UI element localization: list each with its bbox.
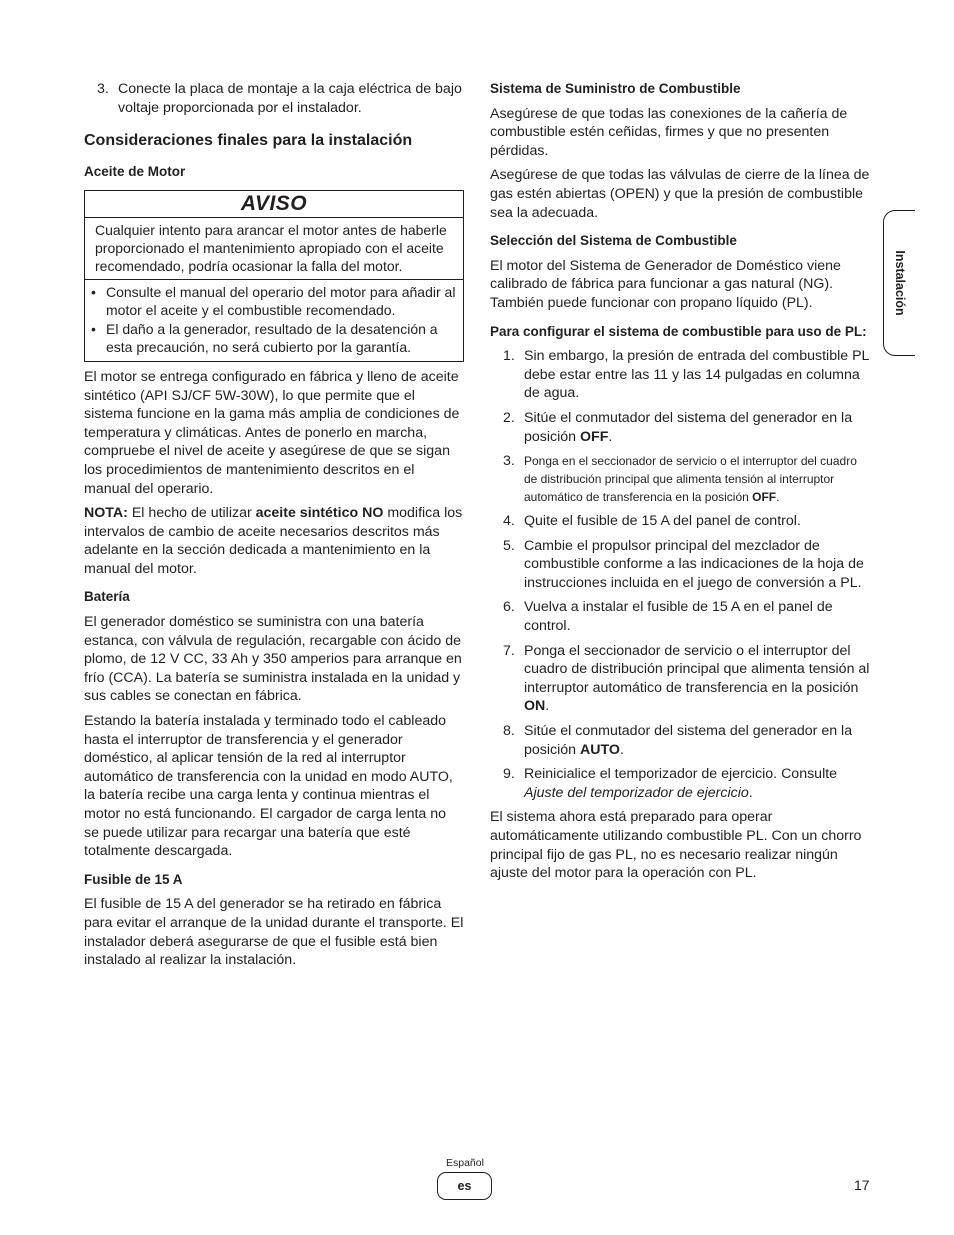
side-tab-label: Instalación bbox=[892, 250, 907, 316]
step-number: 9. bbox=[503, 766, 515, 783]
notice-box bbox=[84, 190, 464, 362]
step-text: Reinicialice el temporizador de ejercicio. Consulte bbox=[524, 766, 838, 783]
fuel-supply-paragraph: Asegúrese de que todas las conexiones de la cañería de combustible estén ceñidas, firmes y que no presenten pérdidas. bbox=[490, 105, 848, 159]
section-title: Consideraciones finales para la instalación bbox=[84, 132, 413, 150]
battery-paragraph: Estando la batería instalada y terminado todo el cableado hasta el interruptor de transferencia y el generador doméstico, al aplicar tensión de la red al interruptor automático de transferencia con la unidad en modo AUTO, la batería recibe una carga lenta y continua mientras el motor no está funcionando. El cargador de carga lenta no se puede utilizar para recargar una batería que esté totalmente descargada. bbox=[84, 713, 453, 860]
list-item bbox=[84, 80, 464, 117]
step-number: 1. bbox=[503, 348, 515, 365]
list-item bbox=[490, 409, 870, 446]
step-text: Conecte la placa de montaje a la caja eléctrica de bajo voltaje proporcionada por el instalador. bbox=[118, 81, 462, 116]
list-item bbox=[490, 598, 870, 635]
oil-paragraph: El motor se entrega configurado en fábrica y lleno de aceite sintético (API SJ/CF 5W-30W), lo que permite que el sistema funcione en la gama más amplia de condiciones de temperatura y climáticas. Antes de ponerlo en marcha, compruebe el nivel de aceite y asegúrese de que se sigan los procedimientos de mantenimiento descritos en el manual del operario. bbox=[84, 368, 460, 497]
list-item bbox=[490, 722, 870, 759]
step-text: . bbox=[619, 741, 624, 758]
notice-bullet-text: El daño a la generador, resultado de la desatención a esta precaución, no será cubierto por la garantía. bbox=[106, 321, 438, 356]
notice-bullet-list bbox=[85, 280, 463, 361]
bullet-icon: • bbox=[91, 321, 96, 338]
fuel-selection-heading: Selección del Sistema de Combustible bbox=[490, 233, 737, 249]
fuel-supply-paragraph: Asegúrese de que todas las válvulas de cierre de la línea de gas estén abiertas (OPEN) y que la presión de combustible sea la adecuada. bbox=[490, 167, 870, 221]
language-label: Español bbox=[446, 1157, 484, 1169]
step-text: Vuelva a instalar el fusible de 15 A en el panel de control. bbox=[524, 599, 833, 635]
step-text: . bbox=[748, 784, 753, 801]
fuse-paragraph: El fusible de 15 A del generador se ha retirado en fábrica para evitar el arranque de la unidad durante el transporte. El instalador deberá asegurarse de que el fusible está bien instalado al realizar la instalación. bbox=[84, 896, 464, 969]
pl-steps-list bbox=[490, 347, 870, 802]
language-badge: es bbox=[437, 1172, 492, 1200]
oil-heading: Aceite de Motor bbox=[84, 164, 186, 180]
list-item bbox=[490, 537, 870, 593]
closing-paragraph: El sistema ahora está preparado para operar automáticamente utilizando combustible PL. Con un chorro principal fijo de gas PL, no es necesario realizar ningún ajuste del motor para la operación con PL. bbox=[490, 809, 862, 882]
list-item bbox=[91, 284, 457, 320]
battery-heading: Batería bbox=[84, 589, 130, 605]
step-text: Sitúe el conmutador del sistema del generador en la posición bbox=[524, 723, 853, 758]
step-reference: Ajuste del temporizador de ejercicio bbox=[524, 784, 749, 801]
step-number: 6. bbox=[503, 599, 515, 616]
left-column bbox=[84, 80, 464, 976]
step-number: 7. bbox=[503, 642, 515, 659]
list-item bbox=[490, 512, 870, 531]
list-item bbox=[91, 321, 457, 357]
step-text: Ponga en el seccionador de servicio o el interruptor del cuadro de distribución principal que alimenta tensión al interruptor automático de transferencia en la posición bbox=[524, 454, 857, 505]
step-text: . bbox=[608, 428, 613, 445]
note-text: El hecho de utilizar bbox=[127, 505, 256, 522]
list-item bbox=[490, 347, 870, 403]
list-item bbox=[490, 765, 870, 802]
battery-paragraph: El generador doméstico se suministra con una batería estanca, con válvula de regulación, recargable con ácido de plomo, de 12 V CC, 33 Ah y 350 amperios para arranque en frío (CCA). La batería se suministra instalada en la unidad y sus cables se conectan en fábrica. bbox=[84, 614, 462, 705]
notice-bullet-text: Consulte el manual del operario del motor para añadir al motor el aceite y el combustible recomendado. bbox=[106, 283, 456, 318]
note-emphasis: aceite sintético NO bbox=[255, 505, 384, 522]
step-text: . bbox=[545, 698, 550, 715]
list-item bbox=[490, 642, 870, 716]
fuse-heading: Fusible de 15 A bbox=[84, 871, 183, 887]
step-emphasis: ON bbox=[524, 698, 546, 715]
mounting-step-list bbox=[84, 80, 464, 117]
note-label: NOTA: bbox=[84, 505, 128, 522]
fuel-supply-heading: Sistema de Suministro de Combustible bbox=[490, 81, 741, 96]
step-emphasis: OFF bbox=[752, 490, 777, 505]
step-number: 5. bbox=[503, 537, 515, 554]
step-number: 2. bbox=[503, 409, 515, 426]
pl-config-heading: Para configurar el sistema de combustible para uso de PL: bbox=[490, 323, 867, 339]
step-emphasis: OFF bbox=[580, 428, 609, 445]
section-side-tab bbox=[883, 210, 915, 356]
notice-text: Cualquier intento para arancar el motor antes de haberle proporcionado el mantenimiento apropiado con el aceite recomendado, podría ocasionar la falla del motor. bbox=[85, 218, 463, 279]
step-number: 4. bbox=[503, 513, 515, 530]
step-text: . bbox=[776, 490, 780, 505]
step-text: Sitúe el conmutador del sistema del generador en la posición bbox=[524, 409, 853, 445]
notice-title: AVISO bbox=[85, 191, 463, 219]
step-emphasis: AUTO bbox=[580, 741, 620, 758]
bullet-icon: • bbox=[91, 283, 96, 300]
step-text: Cambie el propulsor principal del mezclador de combustible conforme a las indicaciones de la hoja de instrucciones incluida en el juego de conversión a PL. bbox=[524, 537, 864, 591]
list-item bbox=[490, 452, 870, 506]
note-text: modifica los intervalos de cambio de aceite necesarios descritos más adelante en la sección dedicada a mantenimiento en la manual del motor. bbox=[84, 505, 463, 577]
step-text: Quite el fusible de 15 A del panel de control. bbox=[524, 513, 801, 530]
step-number: 8. bbox=[503, 723, 515, 740]
page-number: 17 bbox=[854, 1177, 870, 1193]
note-paragraph bbox=[84, 504, 464, 578]
fuel-selection-paragraph: El motor del Sistema de Generador de Doméstico viene calibrado de fábrica para funcionar a gas natural (NG). También puede funcionar con propano líquido (PL). bbox=[490, 257, 841, 311]
step-number: 3. bbox=[503, 453, 515, 470]
step-number: 3. bbox=[97, 81, 109, 97]
step-text: Sin embargo, la presión de entrada del combustible PL debe estar entre las 11 y las 14 pulgadas en columna de agua. bbox=[524, 348, 869, 402]
step-text: Ponga el seccionador de servicio o el interruptor del cuadro de distribución principal que alimenta tensión al interruptor automático de transferencia en la posición bbox=[524, 642, 870, 696]
right-column bbox=[490, 80, 870, 889]
